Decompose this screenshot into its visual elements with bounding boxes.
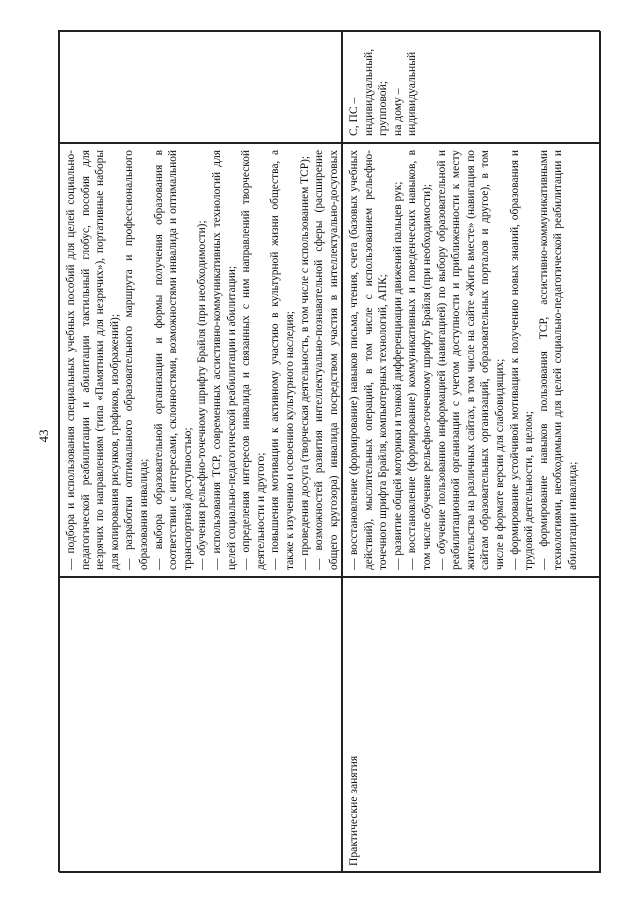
row2-item: — восстановление (формирование) коммуникативных и поведенческих навыков, в том числе обучение рельефно-точечному шрифту Брайля (при необходимости);: [406, 150, 433, 570]
form-line: на дому –: [390, 88, 404, 136]
row2-content-cell: [342, 143, 601, 577]
delivery-form: [343, 32, 424, 142]
row2-form-cell: [342, 31, 601, 143]
section-label-practical: Практические занятия: [347, 755, 360, 866]
row1-item: — подбора и использования специальных учебных пособий для целей социально-педагогической реабилитации и абилитации тактильный глобус, пособия для незрячих по направлениям (типа «Памятники для незрячих»), портативные наборы для копирования рисунков, графиков, изображений);: [65, 150, 121, 570]
row2-section-cell: [342, 577, 601, 873]
row1-item: — возможностей развития интеллектуально-познавательной сферы (расширение общего кругозора) инвалида посредством участия в интеллектуально-досуговых: [313, 150, 340, 570]
form-line: С, ПС –: [347, 97, 360, 136]
rotated-table-body: [59, 31, 601, 873]
row1-item: — обучения рельефно-точечному шрифту Брайля (при необходимости);: [196, 220, 209, 570]
content-table: [58, 30, 600, 872]
form-line: групповой;: [376, 80, 390, 136]
row2-item: — формирование навыков пользования ТСР, ассистивно-коммуникативными технологиями, необходимыми для целей социально-педагогической реабилитации и абилитации инвалида;: [537, 150, 579, 570]
form-line: индивидуальный,: [361, 48, 375, 136]
row2-item: — обучение пользованию информацией (навигацией) по выбору образовательной и реабилитационной организации с учетом доступности и приближенности к месту жительства на различных сайтах, в том числе на сайте «Жить вместе» (навигация по сайтам образовательных организаций, образовательных порталов и другое), в том числе в формате версии для слабовидящих;: [435, 150, 506, 570]
form-line: индивидуальный: [405, 51, 419, 136]
row2-item: — формирование устойчивой мотивации к получению новых знаний, образования и трудовой деятельности, в целом;: [508, 150, 536, 570]
page-number: 43: [36, 429, 51, 443]
row1-item: — выбора образовательной организации и формы получения образования в соответствии с интересами, склонностями, возможностями инвалида и оптимальной транспортной доступностью;: [152, 150, 194, 570]
row1-item: — разработки оптимального образовательного маршрута и профессионального образования инвалида;: [123, 150, 150, 570]
row1-section-cell: [59, 577, 342, 873]
row2-item: — развитие общей моторики и тонкой дифференциации движений пальцев рук;: [391, 181, 404, 570]
row1-content-cell: [59, 143, 342, 577]
row2-item: — восстановление (формирование) навыков письма, чтения, счета (базовых учебных действий), мыслительных операций, в том числе с использованием рельефно-точечного шрифта Брайля, компьютерных технологий, АПК;: [348, 150, 390, 570]
row1-item: — использования ТСР, современных ассистивно-коммуникативных технологий для целей социально-педагогической реабилитации и абилитации;: [210, 150, 238, 570]
row1-item: — проведения досуга (творческая деятельность, в том числе с использованием ТСР);: [298, 155, 311, 570]
row1-section-label: [60, 578, 68, 872]
row1-form-cell: [59, 31, 342, 143]
row1-item: — определения интересов инвалида и связанных с ним направлений творческой деятельности и другого;: [240, 150, 267, 570]
row1-item: — повышения мотивации к активному участию в культурной жизни общества, а также к изучению и освоению культурного наследия;: [269, 150, 296, 570]
